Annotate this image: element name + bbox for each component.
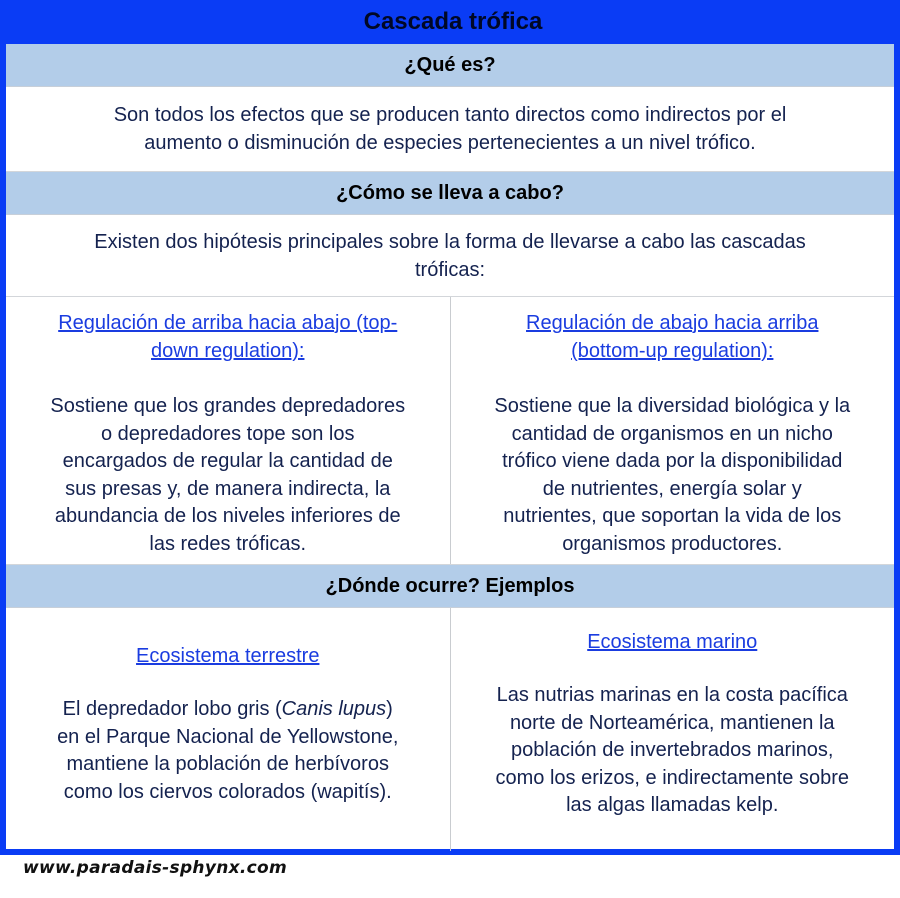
species-name: Canis lupus <box>281 698 387 720</box>
definition-line: Son todos los efectos que se producen tanto directos como indirectos por el <box>113 104 787 126</box>
definition-text <box>6 87 894 172</box>
top-down-description: Sostiene que los grandes depredadores o depredadores tope son los encargados de regular la cantidad de sus presas y, de manera indirecta, la abundancia de los niveles inferiores de las redes tróficas. <box>50 395 406 555</box>
ecosistema-marino-link[interactable]: Ecosistema marino <box>587 631 758 653</box>
title-bar <box>6 0 894 44</box>
section-header-label: ¿Dónde ocurre? Ejemplos <box>325 574 575 597</box>
section-header-como <box>6 172 894 215</box>
top-down-regulation-link[interactable]: Regulación de arriba hacia abajo (top- down regulation): <box>58 312 398 362</box>
page-title: Cascada trófica <box>363 8 543 35</box>
section-header-donde <box>6 565 894 608</box>
bottom-up-description: Sostiene que la diversidad biológica y la cantidad de organismos en un nicho trófico viene dada por la disponibilidad de nutrientes, energía solar y nutrientes, que soportan la vida de los organismos productores. <box>494 395 851 555</box>
section-header-label: ¿Cómo se lleva a cabo? <box>336 181 564 204</box>
bottom-up-column <box>451 297 895 564</box>
marine-example-column <box>451 608 895 851</box>
intro-line: tróficas: <box>414 258 486 281</box>
hypotheses-intro <box>6 215 894 297</box>
top-down-column <box>6 297 451 564</box>
examples-columns <box>6 608 894 851</box>
hypotheses-columns <box>6 297 894 565</box>
bottom-up-regulation-link[interactable]: Regulación de abajo hacia arriba (bottom-up regulation): <box>526 312 819 362</box>
marine-example-text: Las nutrias marinas en la costa pacífica norte de Norteamérica, mantienen la población de invertebrados marinos, como los erizos, e indirectamente sobre las algas llamadas kelp. <box>495 684 849 816</box>
section-header-que-es <box>6 44 894 87</box>
terrestrial-example-column <box>6 608 451 851</box>
section-header-label: ¿Qué es? <box>404 53 496 76</box>
definition-line: aumento o disminución de especies pertenecientes a un nivel trófico. <box>144 132 756 154</box>
ecosistema-terrestre-link[interactable]: Ecosistema terrestre <box>136 645 320 667</box>
terrestrial-example-text: El depredador lobo gris (Canis lupus) en el Parque Nacional de Yellowstone, mantiene la población de herbívoros como los ciervos colorados (wapitís). <box>57 698 399 803</box>
website-watermark: www.paradais-sphynx.com <box>23 858 287 878</box>
intro-line: Existen dos hipótesis principales sobre la forma de llevarse a cabo las cascadas <box>94 230 806 253</box>
